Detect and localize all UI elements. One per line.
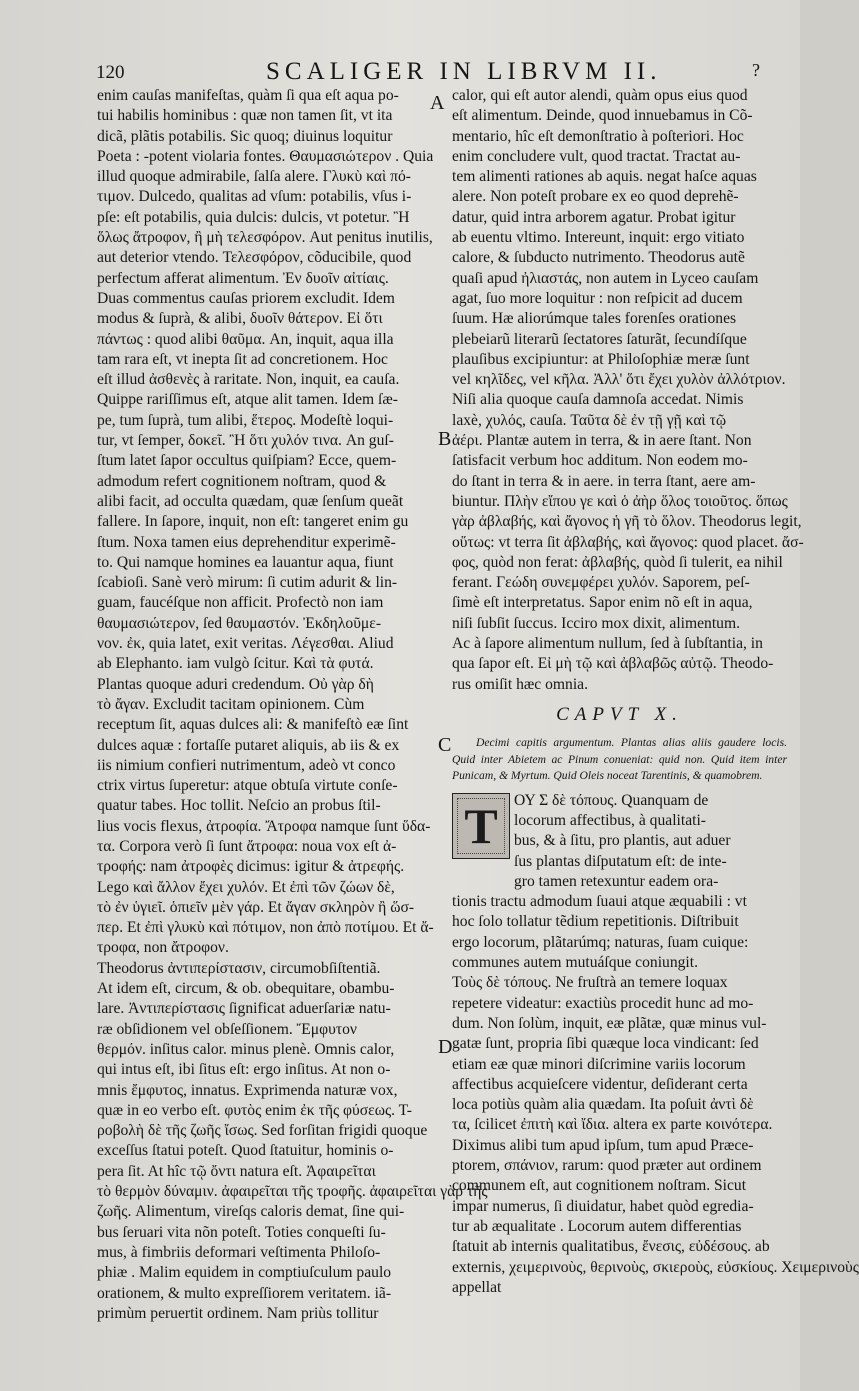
text-line: impar numerus, ſi diuidatur, habet quòd egredia- <box>452 1197 754 1215</box>
text-line: appellat <box>452 1278 502 1296</box>
margin-letter-d: D <box>438 1036 453 1058</box>
text-line: ἀέρι. Plantæ autem in terra, & in aere ſtant. Non <box>452 432 752 450</box>
text-line: ΟΥ Σ δὲ τόπους. Quanquam de <box>514 791 709 809</box>
text-line: tam rara eſt, vt inepta ſit ad concretionem. Hoc <box>97 350 388 368</box>
text-line: ſimè eſt interpretatus. Sapor enim nõ eſt in aqua, <box>452 594 753 612</box>
text-line: orationem, & multo expreſſiorem veritatem. iã- <box>97 1284 392 1302</box>
text-line: locorum affectibus, à qualitati- <box>514 812 706 829</box>
text-line: quaſi apud ἠλιαστάς, non autem in Lyceo cauſam <box>452 269 759 287</box>
text-line: ſus plantas diſputatum eſt: de inte- <box>514 852 727 870</box>
text-line: aut deterior vtendo. Τελεσφόρον, cõducibile, quod <box>97 249 412 267</box>
text-line: quatur tabes. Hoc tollit. Neſcio an probus ſtil- <box>97 797 381 815</box>
text-line: primùm peruertit ordinem. Nam priùs tollitur <box>97 1304 379 1322</box>
text-line: ergo locorum, plãtarúmq; naturas, ſuam cuique: <box>452 933 749 951</box>
text-line: νον. ἐκ, quia latet, exit veritas. Λέγεσθαι. Aliud <box>97 635 394 653</box>
text-line: ptorem, σπάνιον, rarum: quod præter aut ordinem <box>452 1157 762 1175</box>
text-line: τὸ ἐν ὑγιεῖ. ὁπιεῖν μὲν γάρ. Et ἄγαν σκληρὸν ἢ ὥσ- <box>97 898 415 916</box>
text-line: rus omiſit hæc omnia. <box>452 675 589 693</box>
right-column <box>452 86 859 1298</box>
margin-letter-b: B <box>438 428 452 450</box>
text-line: τὸ θερμὸν δύναμιν. ἀφαιρεῖται τῆς τροφῆς. ἀφαιρεῖται γὰρ τῆς <box>97 1183 488 1201</box>
text-line: qua ſapor eſt. Εἰ μὴ τῷ καὶ ἀβλαβῶς αὐτῷ. Theodo- <box>452 655 774 673</box>
text-line: alibi facit, ad occulta quædam, quæ ſenſum queãt <box>97 492 404 510</box>
text-line: Lego καὶ ἄλλον ἔχει χυλόν. Et ἐπὶ τῶν ζώων δὲ, <box>97 878 395 896</box>
text-line: guam, faucéſque non afficit. Profectò non iam <box>97 594 384 612</box>
text-line: ræ obſidionem vel obſeſſionem. Ἔμφυτον <box>97 1020 357 1038</box>
text-line: affectibus acquieſcere videntur, deſiderant certa <box>452 1075 748 1093</box>
text-line: calor, qui eſt autor alendi, quàm opus eius quod <box>452 87 748 104</box>
text-line: ſuum. Hæ aliorúmque tales forenſes orationes <box>452 310 737 328</box>
text-line: ab Elephanto. iam vulgò ſcitur. Καὶ τὰ φυτά. <box>97 655 374 673</box>
text-line: do ſtant in terra & in aere. in terra ſtant, aere am- <box>452 472 756 490</box>
text-line: modus & ſuprà, & alibi, δυοῖν θάτερον. Εἰ ὅτι <box>97 310 383 328</box>
text-line: tionis tractu admodum ſuaui atque æquabili : vt <box>452 893 747 911</box>
text-line: eſt illud ἀσθενὲς à raritate. Non, inquit, ea cauſa. <box>97 371 400 389</box>
text-line: At idem eſt, circum, & ob. obequitare, obambu- <box>97 980 395 998</box>
text-line: Ac à ſapore alimentum nullum, ſed à ſubſtantia, in <box>452 635 763 653</box>
text-line: vel κηλῖδες, vel κῆλα. Ἀλλ' ὅτι ἔχει χυλὸν ἀλλότριον. <box>452 371 786 389</box>
text-line: ferant. Γεώδη συνεμφέρει χυλόν. Saporem, peſ- <box>452 574 750 592</box>
text-line: φος, quòd non ferat: ἀβλαβής, quòd ſi tulerit, ea nihil <box>452 553 783 571</box>
text-line: enim concludere vult, quod tractat. Tractat au- <box>452 147 741 165</box>
text-line: datur, quid intra arborem agatur. Probat igitur <box>452 208 736 226</box>
text-line: Duas commentus cauſas priorem excludit. Idem <box>97 289 395 307</box>
text-line: τὸ ἄγαν. Excludit tacitam opinionem. Cùm <box>97 695 365 713</box>
page-number: 120 <box>96 62 125 83</box>
text-line: mus, à fimbriis deformari veſtimenta Philoſo- <box>97 1243 381 1261</box>
text-line: plauſibus excipiuntur: at Philoſophiæ meræ ſunt <box>452 350 750 368</box>
text-line: admodum refert cognitionem noſtram, quod & <box>97 472 387 490</box>
text-line: loca potiùs quàm alia quædam. Ita poſuit ἀντὶ δὲ <box>452 1096 754 1114</box>
text-line: agat, ſuo more loquitur : non reſpicit ad ducem <box>452 289 743 307</box>
text-line: mentario, hîc eſt demonſtratio à poſteriori. Hoc <box>452 127 744 145</box>
text-line: exceſſus ſtatui poteſt. Quod ſtatuitur, hominis o- <box>97 1142 394 1160</box>
text-line: Diximus alibi tum apud ipſum, tum apud Præce- <box>452 1136 754 1154</box>
running-head: SCALIGER IN LIBRVM II. <box>266 58 662 85</box>
text-line: Quippe rariſſimus eſt, atque alit tamen. Idem ſæ- <box>97 391 398 409</box>
text-line: quæ in eo verbo eſt. φυτὸς enim ἐκ τῆς φύσεως. Τ- <box>97 1101 412 1119</box>
text-line: ab euentu vltimo. Intereunt, inquit: ergo vitiato <box>452 229 745 247</box>
text-line: pe, tum ſuprà, tum alibi, ἕτερος. Modeſtè loqui- <box>97 411 394 429</box>
text-line: hoc ſolo tollatur tẽdium repetitionis. Diſtribuit <box>452 913 739 931</box>
text-line: externis, χειμερινοὺς, θερινοὺς, σκιεροὺς, εὐσκίους. Χειμερινοὺς <box>452 1258 859 1276</box>
text-line: bus ſeruari vita nõn poteſt. Toties conqueſti ſu- <box>97 1223 386 1241</box>
text-line: gro tamen retexuntur eadem ora- <box>514 872 719 890</box>
margin-letter-a: A <box>430 92 445 114</box>
text-line: dicã, plãtis potabilis. Sic quoq; diuinus loquitur <box>97 127 393 145</box>
text-line: θερμόν. inſitus calor. minus plenè. Omnis calor, <box>97 1040 395 1058</box>
text-line: qui intus eſt, ibi ſitus eſt: ergo inſitus. At non o- <box>97 1061 391 1079</box>
text-line: receptum ſit, aquas dulces ali: & manifeſtò eæ ſint <box>97 716 409 734</box>
text-line: etiam eæ quæ minori diſcrimine variis locorum <box>452 1055 746 1073</box>
text-line: enim cauſas manifeſtas, quàm ſi qua eſt aqua po- <box>97 87 399 104</box>
text-line: ζωῆς. Alimentum, vireſqs caloris demat, ſine qui- <box>97 1203 405 1221</box>
text-line: lare. Ἀντιπερίστασις ſignificat aduerſariæ natu- <box>97 1000 391 1018</box>
text-line: alere. Non poteſt probare ex eo quod deprehẽ- <box>452 188 739 206</box>
text-line: τροφα, non ἄτροφον. <box>97 939 229 957</box>
text-line: gatæ ſunt, propria ſibi quæque loca vindicant: ſed <box>452 1035 759 1053</box>
chapter-argument: Decimi capitis argumentum. Plantas alias aliis gaudere locis. Quid inter Abietem ac Pinum conueniat: quid non. Quid item inter Punicam, & Myrtum. Quid Oleis noceat Tarentinis, & quamobrem. <box>452 736 787 783</box>
text-line: plebeiarũ literarũ ſectatores ſaturãt, ſecundíſque <box>452 330 747 348</box>
text-line: dulces aquæ : fortaſſe putaret aliquis, ab iis & ex <box>97 736 400 754</box>
right-column-bottom-text <box>452 892 859 1298</box>
text-line: ſatisfacit verbum hoc additum. Non eodem mo- <box>452 452 748 470</box>
text-line: laxè, χυλός, cauſa. Ταῦτα δὲ ἐν τῇ γῇ καὶ τῷ <box>452 411 727 429</box>
text-line: biuntur. Πλὴν εἴπου γε καὶ ὁ ἀὴρ ὅλος τοιοῦτος. ὅπως <box>452 492 788 510</box>
decorated-initial: T <box>452 793 510 859</box>
text-line: dum. Non ſolùm, inquit, eæ plãtæ, quæ minus vul- <box>452 1014 767 1032</box>
text-line: θαυμασιώτερον, ſed θαυμαστόν. Ἐκδηλοῦμε- <box>97 614 382 632</box>
text-line: Poeta : -potent violaria fontes. Θαυμασιώτερον . Quia <box>97 147 434 165</box>
page-header <box>96 58 760 88</box>
text-line: ſcabioſi. Sanè verò mirum: ſi cutim adurit & lin- <box>97 574 398 592</box>
text-line: eſt alimentum. Deinde, quod innuebamus in Cõ- <box>452 107 753 125</box>
text-line: τα. Corpora verò ſi ſunt ἄτροφα: noua vox eſt ἀ- <box>97 837 397 855</box>
corner-mark: ? <box>752 60 760 80</box>
text-line: phiæ . Malim equidem in comptiuſculum paulo <box>97 1264 392 1282</box>
text-line: to. Qui namque homines ea lauantur aqua, fiunt <box>97 553 394 571</box>
text-line: illud quoque admirabile, ſalſa alere. Γλυκὺ καὶ πό- <box>97 168 411 186</box>
text-line: γὰρ ἀβλαβής, καὶ ἄγονος ἡ γῆ τὸ ὅλον. Theodorus legit, <box>452 513 802 531</box>
text-line: ροβολὴ δὲ τῆς ζωῆς ἴσως. Sed forſitan frigidi quoque <box>97 1122 428 1140</box>
text-line: ſtum latet ſapor occultus quiſpiam? Ecce, quem- <box>97 452 397 470</box>
text-line: communes autem mutuáſque coniungit. <box>452 954 698 972</box>
text-line: pera ſit. At hîc τῷ ὄντι natura eſt. Ἀφαιρεῖται <box>97 1162 376 1180</box>
text-line: ſtum. Noxa tamen eius deprehenditur experimẽ- <box>97 533 396 551</box>
text-line: Theodorus ἀντιπερίστασιν, circumobſiſtentiã. <box>97 959 381 977</box>
text-line: tur ab æqualitate . Locorum autem differentias <box>452 1217 742 1235</box>
text-line: οὕτως: vt terra ſit ἀβλαβής, καὶ ἄγονος: quod placet. ἄσ- <box>452 533 804 551</box>
text-line: bus, & à ſitu, pro plantis, aut aduer <box>514 832 731 850</box>
text-line: repetere videatur: exactiùs procedit hunc ad mo- <box>452 994 754 1012</box>
text-line: ſtatuit ab internis qualitatibus, ἔνεσις, εὐδέσους. ab <box>452 1238 770 1256</box>
text-line: tui habilis hominibus : quæ non tamen ſit, vt ita <box>97 107 393 125</box>
text-line: τροφής: nam ἀτροφὲς dicimus: igitur & ἀτρεφής. <box>97 858 405 876</box>
text-line: Τοὺς δὲ τόπους. Ne fruſtrà an temere loquax <box>452 974 728 992</box>
text-line: fallere. In ſapore, inquit, non eſt: tangeret enim gu <box>97 513 409 531</box>
right-column-top-text <box>452 86 804 695</box>
text-line: tem alimenti rationes ab aquis. negat haſce aquas <box>452 168 757 186</box>
text-line: Plantas quoque aduri credendum. Οὐ γὰρ δὴ <box>97 675 374 693</box>
text-line: pſe: eſt potabilis, quia dulcis: dulcis, vt potetur. Ἢ <box>97 208 410 226</box>
initial-paragraph <box>452 791 787 892</box>
text-line: lius vocis flexus, ἀτροφία. Ἄτροφα namque ſunt ὕδα- <box>97 817 431 835</box>
text-line: τα, ſcilicet ἐπιτὴ καὶ ἴδια. altera ex parte κοινότερα. <box>452 1116 773 1134</box>
margin-letter-c: C <box>438 734 452 756</box>
text-line: communem eſt, aut cognitionem noſtram. Sicut <box>452 1177 747 1195</box>
text-line: niſi ſubſit ſuccus. Icciro mox dixit, alimentum. <box>452 614 741 632</box>
text-line: πάντως : quod alibi θαῦμα. An, inquit, aqua illa <box>97 330 394 348</box>
text-line: mnis ἔμφυτος, innatus. Exprimenda naturæ vox, <box>97 1081 398 1099</box>
text-line: calore, & ſubducto nutrimento. Theodorus autẽ <box>452 249 745 267</box>
text-line: ὅλως ἄτροφον, ἢ μὴ τελεσφόρον. Aut penitus inutilis, <box>97 229 433 247</box>
text-line: τιμον. Dulcedo, qualitas ad vſum: potabilis, vſus i- <box>97 188 412 206</box>
chapter-title: CAPVT X. <box>556 703 683 725</box>
text-line: tur, vt ſemper, δοκεῖ. Ἢ ὅτι χυλόν τινα. An guſ- <box>97 432 394 450</box>
text-line: perfectum afferat alimentum. Ἐν δυοῖν αἰτίαις. <box>97 269 389 287</box>
text-line: iis nimium confieri nutrimentum, adeò vt conco <box>97 756 396 774</box>
text-line: περ. Et ἐπὶ γλυκὺ καὶ πότιμον, non ἀπὸ ποτίμου. Et ἄ- <box>97 919 434 937</box>
text-line: ctrix virtus ſuperetur: atque obtuſa virtute conſe- <box>97 777 398 795</box>
text-line: Niſi alia quoque cauſa damnoſa accedat. Nimis <box>452 391 744 409</box>
